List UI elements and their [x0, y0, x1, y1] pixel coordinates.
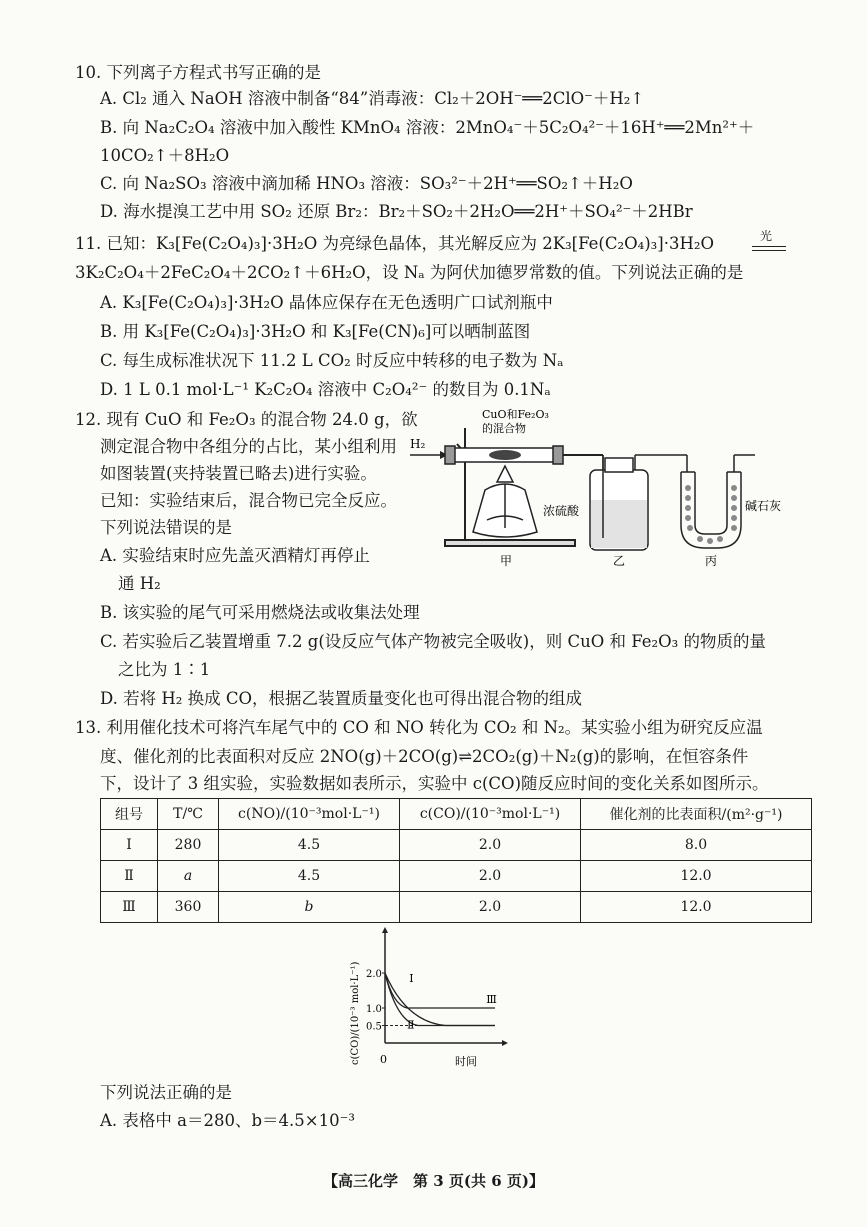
table-cell: Ⅱ	[101, 861, 158, 892]
page-footer: 【高三化学 第 3 页(共 6 页)】	[323, 1172, 544, 1190]
q11-stem-line2: 3K₂C₂O₄＋2FeC₂O₄＋2CO₂↑＋6H₂O，设 Nₐ 为阿伏加德罗常数的值。下列说法正确的是	[75, 263, 744, 282]
label-bing: 丙	[705, 554, 718, 568]
table-cell: 4.5	[219, 861, 400, 892]
y-tick-label: 1.0	[366, 1004, 382, 1015]
label-jia: 甲	[500, 554, 513, 568]
q11-option-d: D. 1 L 0.1 mol·L⁻¹ K₂C₂O₄ 溶液中 C₂O₄²⁻ 的数目为 0.1Nₐ	[100, 380, 551, 399]
table-cell: 360	[158, 892, 219, 923]
q10-option-c: C. 向 Na₂SO₃ 溶液中滴加稀 HNO₃ 溶液：SO₃²⁻＋2H⁺══SO₂↑＋H₂O	[100, 174, 633, 193]
table-row	[101, 892, 812, 923]
q10-option-b-line2: 10CO₂↑＋8H₂O	[100, 146, 230, 165]
table-header: 催化剂的比表面积/(m²·g⁻¹)	[581, 799, 812, 830]
y-axis-label: c(CO)/(10⁻³ mol·L⁻¹)	[350, 961, 361, 1065]
q13-after-figure: 下列说法正确的是	[100, 1083, 232, 1102]
q12-stem-line3: 如图装置(夹持装置已略去)进行实验。	[100, 464, 377, 483]
mixture-label-line2: 的混合物	[482, 422, 526, 435]
table-cell: 12.0	[581, 861, 812, 892]
q11-option-b: B. 用 K₃[Fe(C₂O₄)₃]·3H₂O 和 K₃[Fe(CN)₆]可以晒制蓝图	[100, 322, 531, 341]
q12-option-b: B. 该实验的尾气可采用燃烧法或收集法处理	[100, 603, 420, 622]
q13-stem-line3: 下，设计了 3 组实验，实验数据如表所示，实验中 c(CO)随反应时间的变化关系如图所示。	[100, 774, 769, 793]
h2-inlet-label: H₂	[410, 437, 426, 451]
x-axis-arrow	[502, 1040, 508, 1046]
table-cell: 2.0	[400, 830, 581, 861]
q12-stem-line2: 测定混合物中各组分的占比，某小组利用	[100, 437, 397, 456]
q11-option-c: C. 每生成标准状况下 11.2 L CO₂ 时反应中转移的电子数为 Nₐ	[100, 351, 564, 370]
q12-stem-line1: 12. 现有 CuO 和 Fe₂O₃ 的混合物 24.0 g，欲	[75, 410, 418, 429]
table-cell: 2.0	[400, 861, 581, 892]
table-cell: Ⅲ	[101, 892, 158, 923]
y-tick-label: 0.5	[366, 1021, 382, 1033]
q12-stem-line5: 下列说法错误的是	[100, 518, 232, 537]
co-concentration-chart	[330, 925, 510, 1077]
q10-option-a: A. Cl₂ 通入 NaOH 溶液中制备“84”消毒液：Cl₂＋2OH⁻══2ClO⁻＋H₂↑	[100, 89, 645, 108]
mixture-label-line1: CuO和Fe₂O₃	[482, 408, 549, 421]
table-row	[101, 861, 812, 892]
q13-option-a: A. 表格中 a＝280、b＝4.5×10⁻³	[100, 1111, 355, 1130]
table-cell: Ⅰ	[101, 830, 158, 861]
x-axis-label: 时间	[455, 1055, 477, 1068]
table-cell: 8.0	[581, 830, 812, 861]
series-label-1: Ⅰ	[409, 971, 414, 985]
series-line-3	[385, 973, 495, 1008]
alcohol-lamp	[473, 466, 537, 537]
table-cell: 280	[158, 830, 219, 861]
q13-stem-line2: 度、催化剂的比表面积对反应 2NO(g)＋2CO(g)⇌2CO₂(g)＋N₂(g)的影响，在恒容条件	[100, 747, 749, 766]
q12-option-a-line2: 通 H₂	[118, 574, 161, 593]
origin-label: 0	[380, 1053, 387, 1066]
q10-stem: 10. 下列离子方程式书写正确的是	[75, 63, 321, 82]
table-header: 组号	[101, 799, 158, 830]
table-header: c(CO)/(10⁻³mol·L⁻¹)	[400, 799, 581, 830]
sulfuric-acid-liquid	[591, 500, 647, 548]
q12-option-d: D. 若将 H₂ 换成 CO，根据乙装置质量变化也可得出混合物的组成	[100, 689, 583, 708]
apparatus-figure	[405, 400, 815, 575]
table-header-row	[101, 799, 812, 830]
table-cell: 2.0	[400, 892, 581, 923]
soda-lime-label: 碱石灰	[745, 499, 782, 513]
table-row	[101, 830, 812, 861]
table-cell: b	[219, 892, 400, 923]
table-header: c(NO)/(10⁻³mol·L⁻¹)	[219, 799, 400, 830]
label-yi: 乙	[613, 554, 626, 568]
series-label-3: Ⅲ	[486, 992, 497, 1006]
q12-option-c-line1: C. 若实验后乙装置增重 7.2 g(设反应气体产物被完全吸收)，则 CuO 和 Fe₂O₃ 的物质的量	[100, 632, 767, 651]
q11-option-a: A. K₃[Fe(C₂O₄)₃]·3H₂O 晶体应保存在无色透明广口试剂瓶中	[100, 293, 553, 312]
q12-option-a-line1: A. 实验结束时应先盖灭酒精灯再停止	[100, 546, 370, 565]
q10-option-d: D. 海水提溴工艺中用 SO₂ 还原 Br₂：Br₂＋SO₂＋2H₂O══2H⁺＋SO₄²⁻＋2HBr	[100, 202, 693, 221]
solid-mixture	[489, 450, 521, 460]
q12-stem-line4: 已知：实验结束后，混合物已完全反应。	[100, 491, 397, 510]
series-line-2	[385, 973, 495, 1026]
table-cell: 12.0	[581, 892, 812, 923]
q11-stem-line1: 11. 已知：K₃[Fe(C₂O₄)₃]·3H₂O 为亮绿色晶体，其光解反应为 2K₃[Fe(C₂O₄)₃]·3H₂O	[75, 234, 715, 253]
table-cell: 4.5	[219, 830, 400, 861]
soda-lime-granules	[685, 485, 737, 544]
y-tick-label: 2.0	[366, 969, 382, 980]
y-axis-arrow	[382, 927, 388, 933]
u-tube	[660, 455, 755, 548]
experiment-data-table	[100, 798, 812, 923]
table-header: T/℃	[158, 799, 219, 830]
series-line-1	[385, 973, 495, 1026]
reaction-equals-sign	[752, 246, 786, 251]
q10-option-b-line1: B. 向 Na₂C₂O₄ 溶液中加入酸性 KMnO₄ 溶液：2MnO₄⁻＋5C₂O₄²⁻＋16H⁺══2Mn²⁺＋	[100, 118, 755, 137]
q13-stem-line1: 13. 利用催化技术可将汽车尾气中的 CO 和 NO 转化为 CO₂ 和 N₂。某实验小组为研究反应温	[75, 718, 763, 737]
acid-label: 浓硫酸	[543, 504, 580, 518]
series-label-2: Ⅱ	[407, 1018, 415, 1032]
table-cell: a	[158, 861, 219, 892]
light-condition-label: 光	[760, 229, 773, 243]
q12-option-c-line2: 之比为 1∶1	[118, 660, 211, 679]
